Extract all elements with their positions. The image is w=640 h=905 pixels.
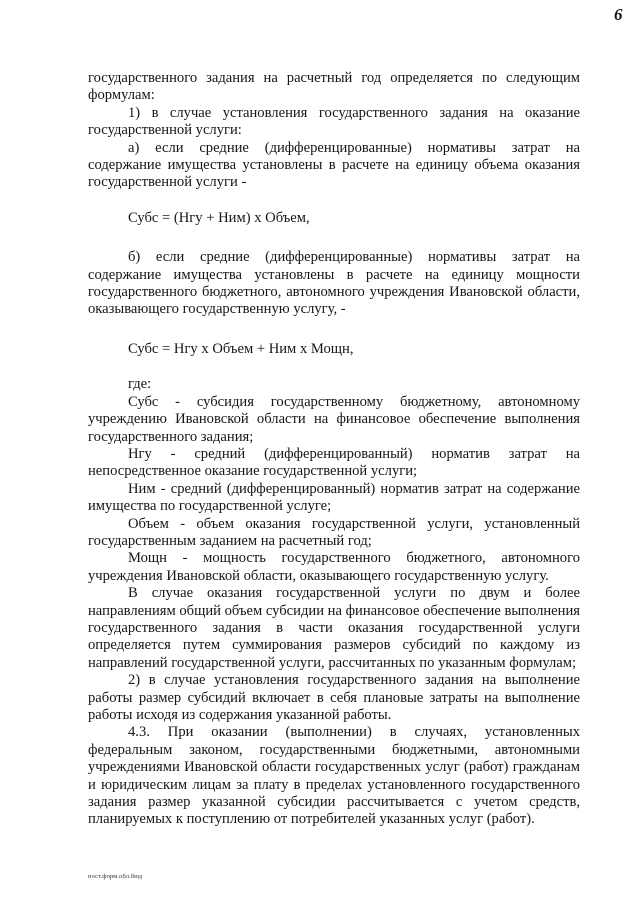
- definition: Объем - объем оказания государственной услуги, установленный государственным заданием на расчетный год;: [88, 515, 580, 549]
- paragraph: а) если средние (дифференцированные) нормативы затрат на содержание имущества установлены в расчете на единицу объема оказания государственной услуги -: [88, 139, 580, 191]
- paragraph: б) если средние (дифференцированные) нормативы затрат на содержание имущества установлены в расчете на единицу мощности государственного бюджетного, автономного учреждения Ивановской области, оказывающего государственную услугу, -: [88, 249, 580, 318]
- document-body: [88, 70, 580, 829]
- definition: Ним - средний (дифференцированный) норматив затрат на содержание имущества по государственной услуге;: [88, 480, 580, 515]
- paragraph: 2) в случае установления государственного задания на выполнение работы размер субсидий включает в себя плановые затраты на выполнение работы исходя из содержания указанной работы.: [88, 672, 580, 723]
- definition: Нгу - средний (дифференцированный) норматив затрат на непосредственное оказание государственной услуги;: [88, 445, 580, 480]
- formula-1: Субс = (Нгу + Ним) х Объем,: [128, 209, 310, 226]
- definition: Мощн - мощность государственного бюджетного, автономного учреждения Ивановской области, оказывающего государственную услугу.: [88, 550, 580, 584]
- formula-2: Субс = Нгу х Объем + Ним х Мощн,: [128, 340, 354, 357]
- paragraph: 1) в случае установления государственного задания на оказание государственной услуги:: [88, 104, 580, 139]
- where-label: где:: [128, 376, 152, 393]
- paragraph: В случае оказания государственной услуги по двум и более направлениям общий объем субсидии на финансовое обеспечение выполнения государственного задания в части оказания государственной услуги определяется путем суммирования размеров субсидий по каждому из направлений государственной услуги, рассчитанных по указанным формулам;: [88, 585, 580, 671]
- paragraph: 4.3. При оказании (выполнении) в случаях, установленных федеральным законом, государственными бюджетными, автономными учреждениями Ивановской области государственных услуг (работ) гражданам и юридическим лицам за плату в пределах установленного государственного задания размер указанной субсидии рассчитывается с учетом средств, планируемых к поступлению от потребителей указанных услуг (работ).: [88, 724, 580, 828]
- footer-file-code: пост.форм.обл.бюд: [88, 873, 143, 880]
- page-number: 6: [614, 5, 623, 24]
- paragraph: государственного задания на расчетный год определяется по следующим формулам:: [88, 70, 580, 104]
- definition: Субс - субсидия государственному бюджетному, автономному учреждению Ивановской области на финансовое обеспечение выполнения государственного задания;: [88, 393, 580, 445]
